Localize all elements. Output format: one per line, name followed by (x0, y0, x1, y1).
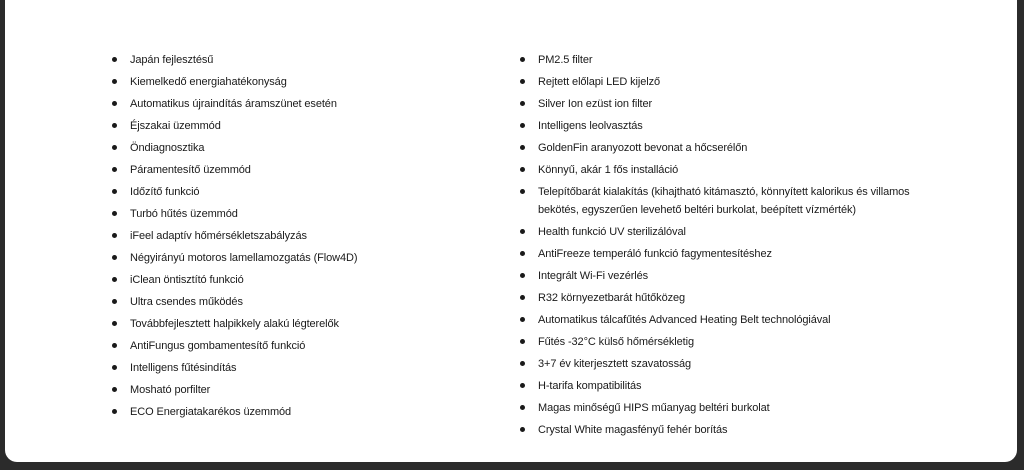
bullet-icon (112, 255, 117, 260)
feature-label: Japán fejlesztésű (130, 54, 214, 66)
list-item (110, 51, 470, 69)
bullet-icon (520, 427, 525, 432)
bullet-icon (520, 361, 525, 366)
bullet-icon (112, 57, 117, 62)
list-item (518, 139, 938, 157)
feature-label: Kiemelkedő energiahatékonyság (130, 76, 287, 88)
bullet-icon (112, 79, 117, 84)
feature-label: AntiFreeze temperáló funkció fagymentesítéshez (538, 248, 772, 260)
bullet-icon (520, 101, 525, 106)
feature-label: iFeel adaptív hőmérsékletszabályzás (130, 230, 307, 242)
feature-label: Könnyű, akár 1 fős installáció (538, 164, 679, 176)
bullet-icon (520, 145, 525, 150)
feature-label: Silver Ion ezüst ion filter (538, 98, 653, 110)
feature-label: R32 környezetbarát hűtőközeg (538, 292, 686, 304)
feature-label: PM2.5 filter (538, 54, 593, 66)
list-item (110, 359, 470, 377)
bullet-icon (112, 233, 117, 238)
list-item (518, 355, 938, 373)
feature-label: Magas minőségű HIPS műanyag beltéri burkolat (538, 402, 770, 414)
bullet-icon (112, 387, 117, 392)
bullet-icon (520, 295, 525, 300)
list-item (518, 51, 938, 69)
bullet-icon (520, 167, 525, 172)
list-item (518, 95, 938, 113)
feature-label: GoldenFin aranyozott bevonat a hőcserélőn (538, 142, 748, 154)
bullet-icon (520, 229, 525, 234)
bullet-icon (520, 57, 525, 62)
bullet-icon (112, 409, 117, 414)
feature-label: Rejtett előlapi LED kijelző (538, 76, 661, 88)
feature-label: Fűtés -32°C külső hőmérsékletig (538, 336, 694, 348)
list-item (110, 117, 470, 135)
list-item (110, 205, 470, 223)
list-item (110, 95, 470, 113)
list-item (518, 245, 938, 263)
list-item (110, 315, 470, 333)
bullet-icon (112, 365, 117, 370)
list-item (110, 249, 470, 267)
feature-label: Turbó hűtés üzemmód (130, 208, 238, 220)
bullet-icon (520, 317, 525, 322)
bullet-icon (112, 211, 117, 216)
bullet-icon (112, 277, 117, 282)
feature-list-right (518, 51, 938, 443)
feature-label: Integrált Wi-Fi vezérlés (538, 270, 649, 282)
feature-label: Automatikus tálcafűtés Advanced Heating Belt technológiával (538, 314, 831, 326)
list-item (518, 421, 938, 439)
feature-label: Intelligens fűtésindítás (130, 362, 237, 374)
list-item (110, 403, 470, 421)
feature-label: Ultra csendes működés (130, 296, 243, 308)
feature-label: Intelligens leolvasztás (538, 120, 643, 132)
list-item (518, 161, 938, 179)
feature-label: Mosható porfilter (130, 384, 211, 396)
bullet-icon (520, 339, 525, 344)
feature-label: Öndiagnosztika (130, 142, 205, 154)
bullet-icon (520, 79, 525, 84)
feature-label: Health funkció UV sterilizálóval (538, 226, 686, 238)
list-item (518, 377, 938, 395)
feature-label: ECO Energiatakarékos üzemmód (130, 406, 292, 418)
list-item (110, 271, 470, 289)
feature-label: AntiFungus gombamentesítő funkció (130, 340, 306, 352)
feature-label: iClean öntisztító funkció (130, 274, 244, 286)
feature-label: Páramentesítő üzemmód (130, 164, 251, 176)
feature-label: Automatikus újraindítás áramszünet esetén (130, 98, 337, 110)
bullet-icon (520, 273, 525, 278)
feature-label: Telepítőbarát kialakítás (kihajtható kitámasztó, könnyített kalorikus és villamos bekötés, egyszerűen levehető beltéri burkolat, beépített vízmérték) (538, 186, 910, 216)
bullet-icon (520, 123, 525, 128)
bullet-icon (112, 123, 117, 128)
list-item (110, 73, 470, 91)
feature-card (5, 0, 1017, 462)
list-item (110, 381, 470, 399)
feature-label: H-tarifa kompatibilitás (538, 380, 642, 392)
feature-list-left (110, 51, 470, 425)
bullet-icon (520, 189, 525, 194)
list-item (518, 183, 938, 219)
bullet-icon (112, 167, 117, 172)
list-item (518, 333, 938, 351)
feature-label: Crystal White magasfényű fehér borítás (538, 424, 728, 436)
list-item (110, 161, 470, 179)
bullet-icon (112, 145, 117, 150)
list-item (518, 399, 938, 417)
feature-label: Négyirányú motoros lamellamozgatás (Flow4D) (130, 252, 358, 264)
list-item (518, 311, 938, 329)
list-item (110, 139, 470, 157)
bullet-icon (520, 405, 525, 410)
list-item (110, 337, 470, 355)
list-item (110, 293, 470, 311)
list-item (110, 183, 470, 201)
list-item (518, 289, 938, 307)
list-item (518, 223, 938, 241)
list-item (518, 73, 938, 91)
bullet-icon (112, 343, 117, 348)
list-item (518, 117, 938, 135)
list-item (110, 227, 470, 245)
feature-label: Éjszakai üzemmód (130, 120, 221, 132)
bullet-icon (112, 189, 117, 194)
feature-label: Továbbfejlesztett halpikkely alakú légterelők (130, 318, 339, 330)
bullet-icon (520, 383, 525, 388)
bullet-icon (112, 101, 117, 106)
feature-label: Időzítő funkció (130, 186, 200, 198)
bullet-icon (520, 251, 525, 256)
bullet-icon (112, 321, 117, 326)
feature-label: 3+7 év kiterjesztett szavatosság (538, 358, 692, 370)
bullet-icon (112, 299, 117, 304)
list-item (518, 267, 938, 285)
